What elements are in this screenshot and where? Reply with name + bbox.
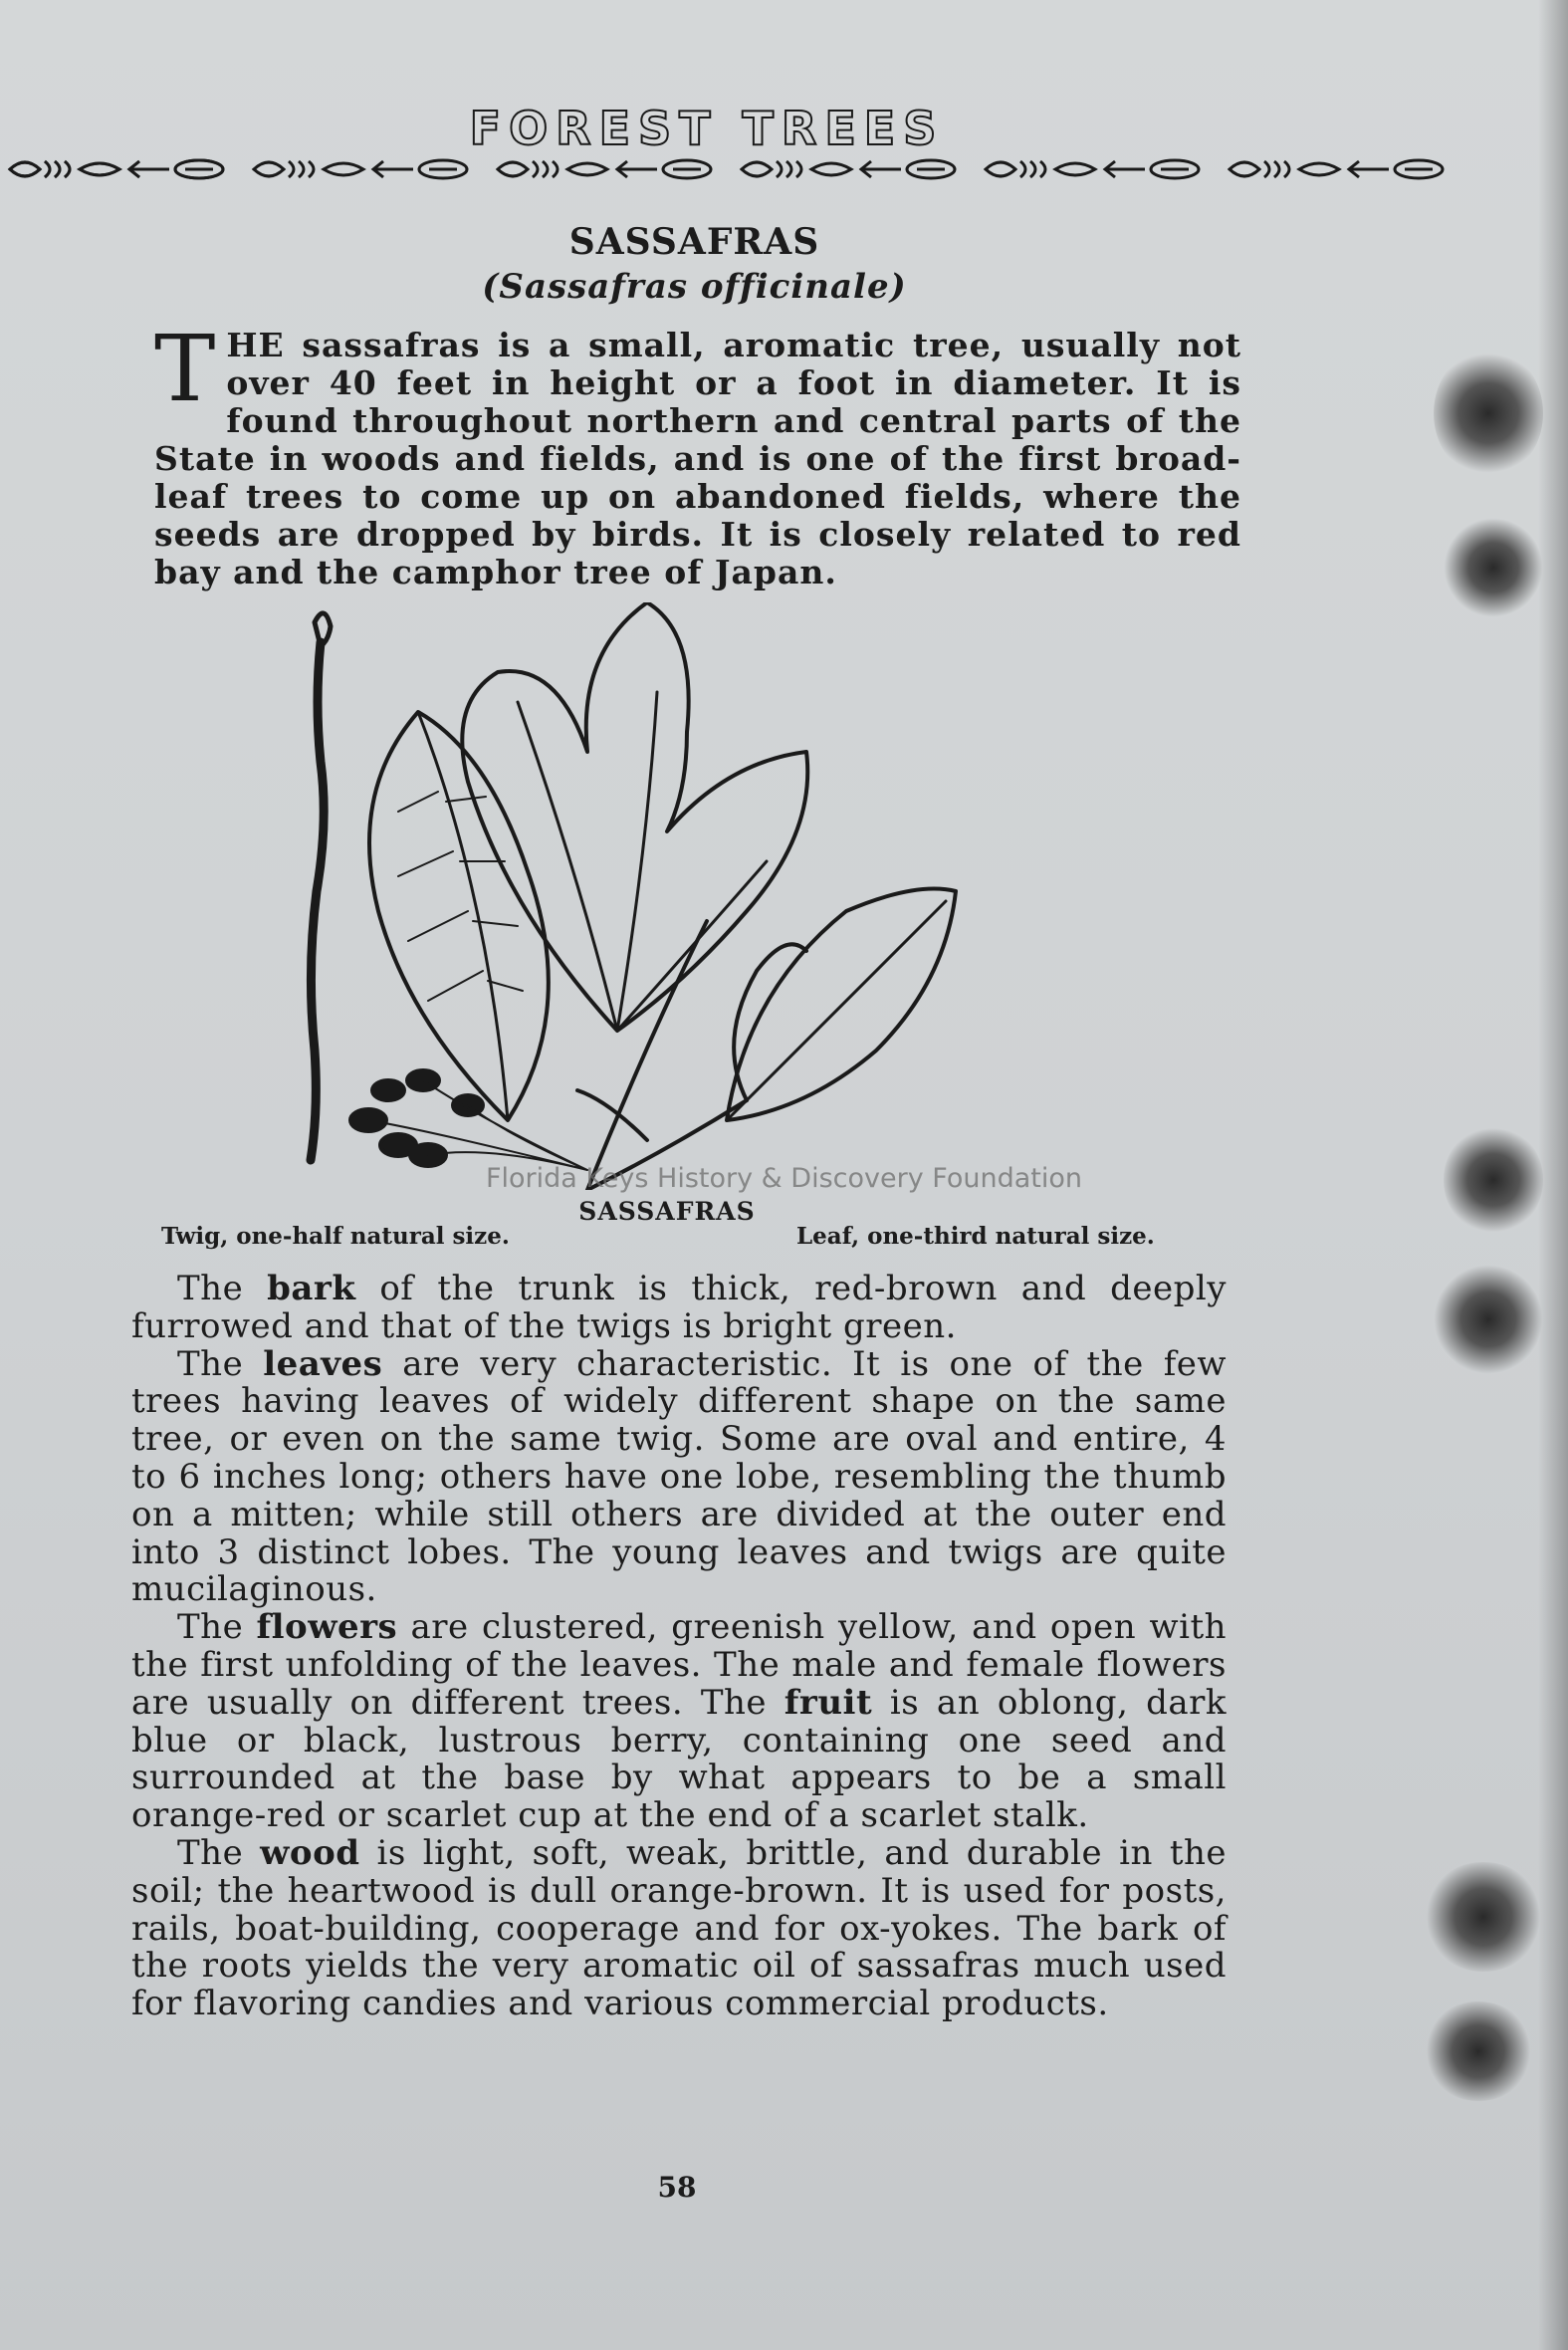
decorative-border (0, 149, 1463, 189)
burn-stain (1424, 2001, 1533, 2101)
watermark: Florida Keys History & Discovery Foundation (486, 1163, 1082, 1194)
three-lobed-leaf-drawing (462, 602, 807, 1031)
figure-title: SASSAFRAS (578, 1197, 756, 1226)
burn-stain (1434, 1265, 1543, 1374)
drop-cap: T (154, 316, 217, 422)
sassafras-illustration (269, 602, 1045, 1190)
intro-text: HE sassafras is a small, aromatic tree, usually not over 40 feet in height or a foot in diameter. It is found throughout northern and central parts of the State in woods and fields, and is one of the first broad-leaf trees to come up on abandoned fields, where the seeds are dropped by birds. It is closely related to red bay and the camphor tree of Japan. (154, 326, 1241, 591)
paragraph-flowers: The flowers are clustered, greenish yellow, and open with the first unfolding of the leaves. The male and female flowers are usually on different trees. The fruit is an oblong, dark blue or black, lustrous berry, containing one seed and surrounded at the base by what appears to be a small orange-red or scarlet cup at the end of a scarlet stalk. (131, 1607, 1228, 1836)
twig-drawing (311, 642, 324, 1160)
twig-caption: Twig, one-half natural size. (161, 1223, 510, 1250)
running-header: FOREST TREES (469, 102, 945, 155)
article-title: SASSAFRAS (568, 221, 820, 263)
page-number: 58 (657, 2171, 697, 2204)
leaf-caption: Leaf, one-third natural size. (796, 1223, 1155, 1250)
burn-stain (1434, 349, 1543, 478)
paragraph-bark: The bark of the trunk is thick, red-brown and deeply furrowed and that of the twigs is bright green. (131, 1269, 1227, 1346)
burn-stain (1424, 1862, 1543, 1972)
intro-paragraph (154, 316, 1241, 591)
body-text (131, 1271, 1227, 2023)
scientific-name: (Sassafras officinale) (482, 267, 907, 307)
paragraph-wood: The wood is light, soft, weak, brittle, and durable in the soil; the heartwood is dull orange-brown. It is used for posts, rails, boat-building, cooperage and for ox-yokes. The bark of the roots yields the very aromatic oil of sassafras much used for flavoring candies and various commercial products. (131, 1832, 1228, 2024)
paragraph-leaves: The leaves are very characteristic. It is one of the few trees having leaves of widely different shape on the same tree, or even on the same twig. Some are oval and entire, 4 to 6 inches long; others have one lobe, resembling the thumb on a mitten; while still others are divided at the outer end into 3 distinct lobes. The young leaves and twigs are quite mucilaginous. (131, 1343, 1228, 1610)
burn-stain (1444, 518, 1543, 617)
